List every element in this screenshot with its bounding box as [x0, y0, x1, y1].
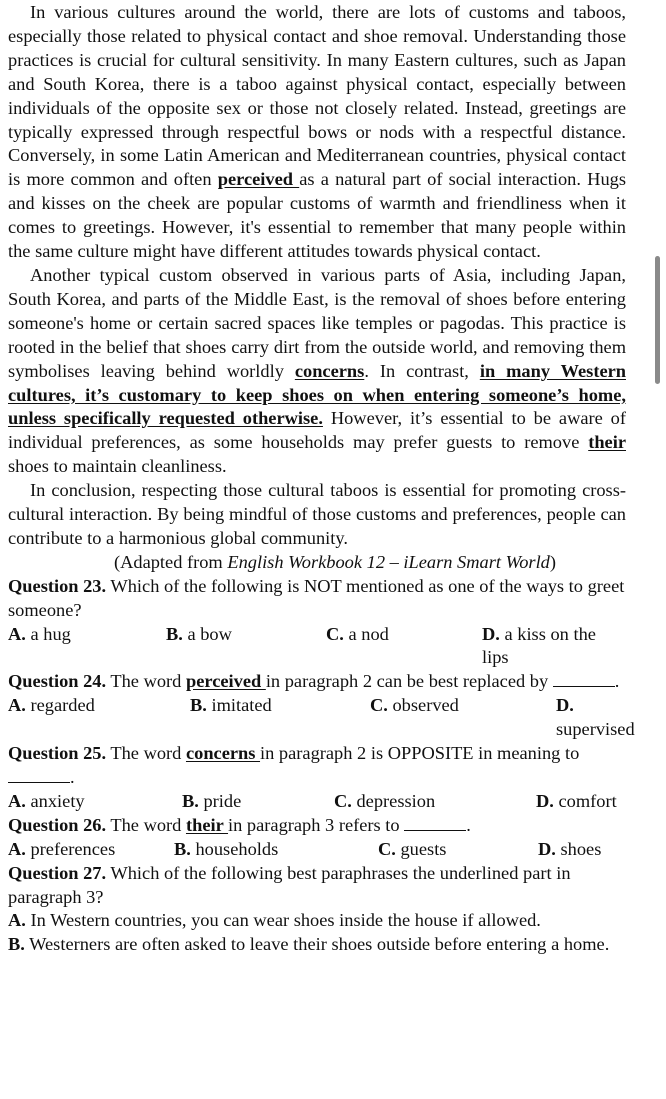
option-a[interactable]: A. preferences [8, 838, 116, 859]
option-b[interactable]: B. pride [182, 790, 242, 811]
question-27: Question 27. Which of the following best paraphrases the underlined part in paragraph 3? [8, 862, 571, 907]
question-23-options [8, 623, 626, 671]
passage-paragraph-1: In various cultures around the world, there are lots of customs and taboos, especially those related to physical contact and shoe removal. Understanding those practices is crucial for cultural sensitivity. In many Eastern cultures, such as Japan and South Korea, there is a taboo against physical contact, especially between individuals of the opposite sex or those not closely related. Instead, greetings are typically expressed through respectful bows or nods with a respectful distance. Conversely, in some Latin American and Mediterranean countries, physical contact is more common and often perceived as a natural part of social interaction. Hugs and kisses on the cheek are popular customs of warmth and friendliness when it comes to greetings. However, it's essential to remember that many people within the same culture might have different attitudes towards physical contact. [8, 2, 626, 262]
passage-source: (Adapted from English Workbook 12 – iLearn Smart World) [113, 551, 557, 572]
passage-paragraph-3: In conclusion, respecting those cultural taboos is essential for promoting cross-cultural interaction. By being mindful of those customs and preferences, people can contribute to a harmonious global community. [8, 480, 626, 548]
question-25: Question 25. The word concerns in paragraph 2 is OPPOSITE in meaning to . [8, 743, 580, 787]
question-23: Question 23. Which of the following is NOT mentioned as one of the ways to greet someone? [8, 575, 625, 620]
question-25-options [8, 790, 626, 814]
option-b[interactable]: B. households [174, 838, 279, 859]
option-d[interactable]: D. comfort [536, 790, 617, 811]
option-a[interactable]: A. a hug [8, 623, 71, 644]
option-d[interactable]: D. supervised [556, 695, 635, 740]
option-a[interactable]: A. regarded [8, 695, 95, 716]
passage-paragraph-2: Another typical custom observed in various parts of Asia, including Japan, South Korea, and parts of the Middle East, is the removal of shoes before entering someone's home or certain sacred spaces like temples or pagodas. This practice is rooted in the belief that shoes carry dirt from the outside world, and removing them symbolises leaving behind worldly concerns. In contrast, in many Western cultures, it’s customary to keep shoes on when entering someone’s home, unless specifically requested otherwise. However, it’s essential to be aware of individual preferences, as some households may prefer guests to remove their shoes to maintain cleanliness. [8, 264, 627, 477]
option-a[interactable]: A. anxiety [8, 790, 85, 811]
answer-blank [553, 672, 615, 687]
underlined-word-concerns: concerns [294, 360, 365, 381]
question-26-options [8, 838, 626, 862]
option-d[interactable]: D. shoes [538, 838, 602, 859]
underlined-sentence: in many Western cultures, it’s customary to keep shoes on when entering someone’s home, unless specifically requested otherwise. [8, 360, 626, 429]
question-24-options [8, 694, 635, 742]
underlined-word-perceived: perceived [217, 169, 300, 190]
underlined-word-their: their [588, 432, 626, 453]
option-d[interactable]: D. a kiss on the lips [482, 623, 596, 668]
vertical-scrollbar[interactable] [655, 256, 660, 384]
option-c[interactable]: C. observed [370, 695, 459, 716]
answer-blank [404, 816, 466, 831]
question-26: Question 26. The word their in paragraph 3 refers to . [8, 814, 471, 835]
option-c[interactable]: C. guests [378, 838, 447, 859]
option-b[interactable]: B. Westerners are often asked to leave their shoes outside before entering a home. [8, 934, 610, 955]
option-b[interactable]: B. a bow [166, 623, 232, 644]
document-page [8, 0, 635, 957]
option-a[interactable]: A. In Western countries, you can wear shoes inside the house if allowed. [8, 910, 541, 931]
answer-blank [8, 768, 70, 783]
question-24: Question 24. The word perceived in paragraph 2 can be best replaced by . [8, 671, 620, 692]
option-c[interactable]: C. a nod [326, 623, 389, 644]
option-b[interactable]: B. imitated [190, 695, 272, 716]
option-c[interactable]: C. depression [334, 790, 436, 811]
